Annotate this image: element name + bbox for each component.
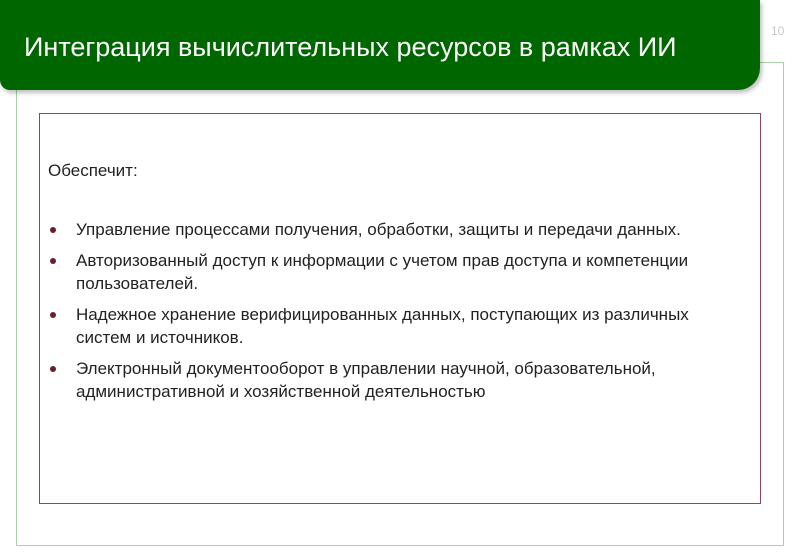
bullet-item — [48, 249, 748, 295]
bullet-dot-icon — [50, 258, 56, 264]
bullet-item — [48, 218, 748, 241]
bullet-text: Управление процессами получения, обработки, защиты и передачи данных. — [76, 220, 681, 239]
slide-title: Интеграция вычислительных ресурсов в рамках ИИ — [24, 32, 677, 62]
bullet-dot-icon — [50, 366, 56, 372]
slide-number: 10 — [771, 24, 785, 38]
content-box — [39, 113, 761, 504]
bullet-text: Электронный документооборот в управлении научной, образовательной, административной и хозяйственной деятельностью — [76, 359, 656, 401]
intro-text: Обеспечит: — [48, 161, 138, 180]
bullet-dot-icon — [50, 312, 56, 318]
bullet-text: Авторизованный доступ к информации с учетом прав доступа и компетенции пользователей. — [76, 251, 689, 293]
title-bar — [0, 0, 760, 90]
bullet-item — [48, 303, 748, 349]
bullet-list — [48, 218, 748, 411]
bullet-text: Надежное хранение верифицированных данных, поступающих из различных систем и источников. — [76, 305, 689, 347]
bullet-item — [48, 357, 748, 403]
bullet-dot-icon — [50, 227, 56, 233]
